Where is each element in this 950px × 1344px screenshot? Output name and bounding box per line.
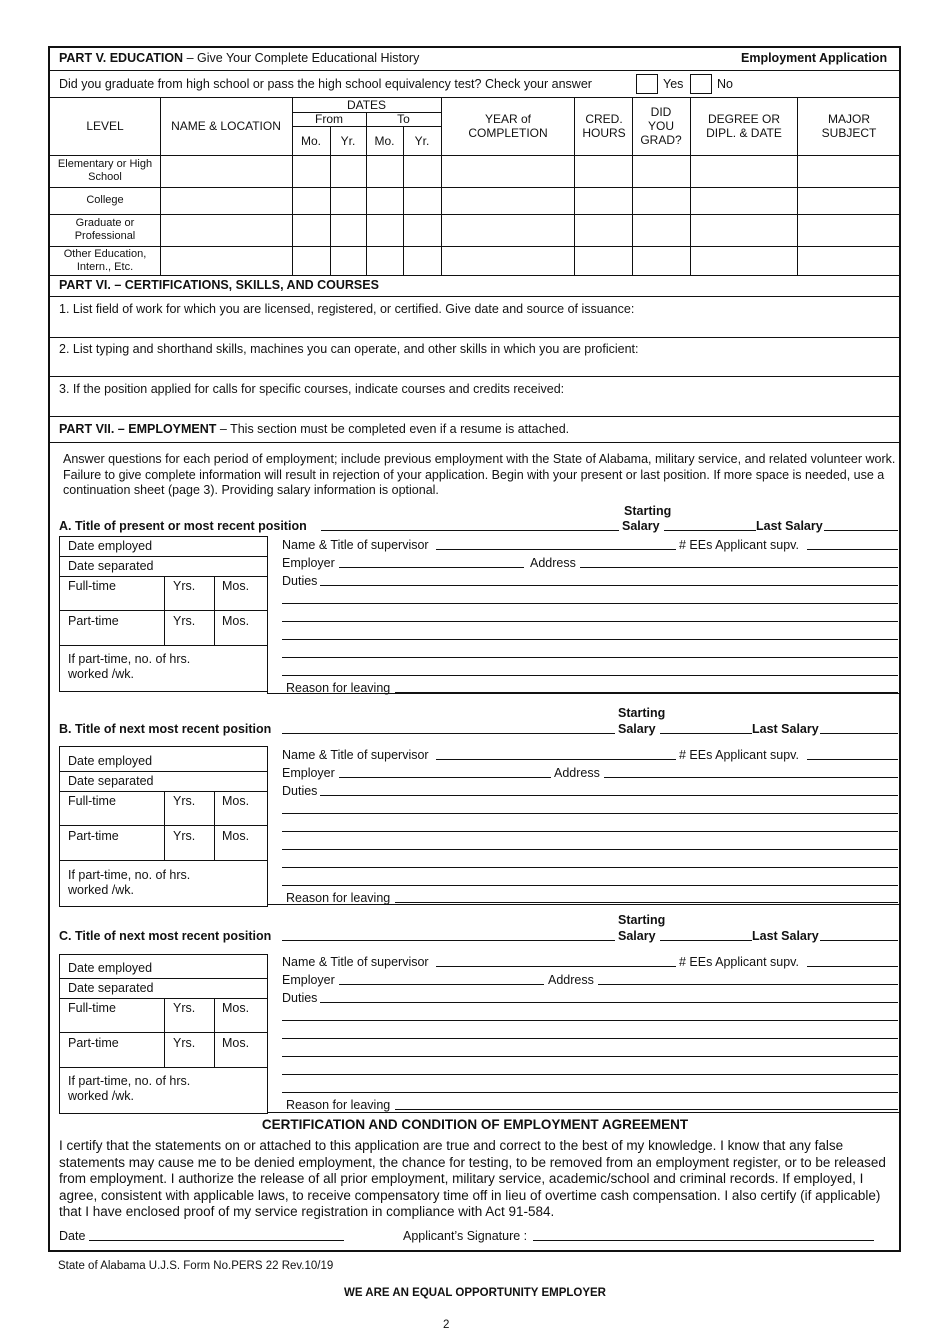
header-major: MAJOR SUBJECT [821, 112, 877, 140]
full-time-label: Full-time [68, 579, 116, 593]
box-line [164, 791, 165, 860]
level-elementary: Elementary or High School [57, 158, 153, 183]
cert-text: I certify that the statements on or attached to this application are true and correct to the best of my knowledge. I know that any false statements may cause me to be denied employment, the chance for testing, to be removed from an employment register, or to be released from employment. I authorize the release of all prior employment, military service, academic/school and criminal records. If employed, I agree, consistent with applicable laws, to receive compensatory time off in lieu of overtime cash compensation. I also certify (if applicable) that I have enclosed proof of my service registration in compliance with Act 91-584. [59, 1138, 886, 1219]
reason-field[interactable] [395, 902, 898, 903]
employer-field[interactable] [339, 984, 544, 985]
employer-label: Employer [282, 973, 335, 987]
graduate-question: Did you graduate from high school or pass the high school equivalency test? Check your answer [59, 77, 592, 91]
form-number: State of Alabama U.J.S. Form No.PERS 22 Rev.10/19 [58, 1260, 334, 1272]
box-line [59, 556, 267, 557]
level-college: College [86, 194, 124, 206]
employer-label: Employer [282, 556, 335, 570]
duties-line[interactable] [282, 849, 898, 850]
box-line [164, 576, 165, 645]
date-employed-label: Date employed [68, 961, 153, 975]
salary-label: Salary [618, 929, 656, 943]
table-col-line [574, 97, 575, 275]
part-time-yrs[interactable]: Yrs. [173, 829, 196, 843]
last-salary-label: Last Salary [752, 722, 819, 736]
box-line [214, 791, 215, 860]
date-employed-label: Date employed [68, 754, 153, 768]
supervisor-field[interactable] [436, 966, 676, 967]
duties-line[interactable] [282, 603, 898, 604]
position-title-field[interactable] [282, 940, 615, 941]
table-row-line [49, 155, 900, 156]
salary-label: Salary [618, 722, 656, 736]
full-time-yrs[interactable]: Yrs. [173, 579, 196, 593]
position-title-label: A. Title of present or most recent position [59, 519, 307, 533]
divider [49, 70, 900, 71]
starting-salary-field[interactable] [664, 530, 756, 531]
ees-field[interactable] [807, 549, 898, 550]
header-to-yr: Yr. [414, 133, 430, 148]
level-graduate: Graduate or Professional [74, 217, 136, 242]
divider [49, 442, 900, 443]
ees-label: # EEs Applicant supv. [679, 748, 799, 762]
duties-label: Duties [282, 784, 318, 798]
last-salary-field[interactable] [824, 530, 898, 531]
duties-line[interactable] [282, 1092, 898, 1093]
duties-line[interactable] [282, 1056, 898, 1057]
header-to: To [397, 112, 410, 126]
header-did-grad: DID YOU GRAD? [640, 105, 682, 147]
part-time-label: Part-time [68, 1036, 119, 1050]
box-line [59, 645, 267, 646]
level-other: Other Education, Intern., Etc. [63, 247, 147, 273]
position-title-label: B. Title of next most recent position [59, 722, 272, 736]
address-label: Address [554, 766, 600, 780]
full-time-label: Full-time [68, 1001, 116, 1015]
duties-line[interactable] [282, 1074, 898, 1075]
yes-label: Yes [663, 77, 684, 91]
date-label: Date [59, 1229, 86, 1243]
reason-label: Reason for leaving [286, 891, 391, 905]
box-line [59, 978, 267, 979]
supervisor-label: Name & Title of supervisor [282, 748, 429, 762]
signature-field[interactable] [533, 1240, 874, 1241]
box-line [59, 771, 267, 772]
duties-field[interactable] [320, 585, 898, 586]
part7-subtitle: – This section must be completed even if a resume is attached. [216, 422, 570, 436]
box-line [214, 998, 215, 1067]
date-separated-label: Date separated [68, 774, 154, 788]
table-row-line [49, 246, 900, 247]
header-level: LEVEL [86, 119, 124, 133]
ees-field[interactable] [807, 966, 898, 967]
ees-field[interactable] [807, 759, 898, 760]
table-row-line [49, 214, 900, 215]
address-label: Address [548, 973, 594, 987]
reason-label: Reason for leaving [286, 1098, 391, 1112]
part5-title-text: PART V. EDUCATION [59, 51, 184, 65]
address-label: Address [530, 556, 576, 570]
ees-label: # EEs Applicant supv. [679, 538, 799, 552]
hrs-worked-label: If part-time, no. of hrs. worked /wk. [68, 652, 191, 681]
full-time-yrs[interactable]: Yrs. [173, 794, 196, 808]
section-line [267, 1112, 900, 1113]
reason-label: Reason for leaving [286, 681, 391, 695]
full-time-mos[interactable]: Mos. [222, 579, 250, 593]
header-degree: DEGREE OR DIPL. & DATE [706, 112, 782, 140]
header-from-mo: Mo. [300, 133, 321, 148]
header-dates: DATES [346, 97, 387, 112]
last-salary-field[interactable] [820, 733, 898, 734]
duties-line[interactable] [282, 831, 898, 832]
position-title-label: C. Title of next most recent position [59, 929, 272, 943]
duties-line[interactable] [282, 657, 898, 658]
date-employed-label: Date employed [68, 539, 153, 553]
box-line [59, 860, 267, 861]
part-time-label: Part-time [68, 829, 119, 843]
header-year-completion: YEAR of COMPLETION [468, 112, 548, 140]
date-separated-label: Date separated [68, 559, 154, 573]
table-row-line [49, 187, 900, 188]
last-salary-label: Last Salary [756, 519, 823, 533]
part6-q2: 2. List typing and shorthand skills, machines you can operate, and other skills in which you are proficient: [59, 342, 639, 356]
address-field[interactable] [598, 984, 898, 985]
box-line [59, 1067, 267, 1068]
hrs-worked-label: If part-time, no. of hrs. worked /wk. [68, 868, 191, 897]
full-time-yrs[interactable]: Yrs. [173, 1001, 196, 1015]
table-row-line [49, 275, 900, 276]
full-time-mos[interactable]: Mos. [222, 794, 250, 808]
section-line [267, 746, 268, 905]
box-line [59, 825, 267, 826]
employer-field[interactable] [339, 567, 524, 568]
duties-field[interactable] [320, 795, 898, 796]
section-line [267, 693, 900, 694]
employer-field[interactable] [339, 777, 551, 778]
table-col-line [441, 97, 442, 275]
duties-line[interactable] [282, 867, 898, 868]
part-time-mos[interactable]: Mos. [222, 1036, 250, 1050]
position-title-field[interactable] [321, 530, 619, 531]
box-line [214, 576, 215, 645]
starting-salary-field[interactable] [660, 940, 752, 941]
no-checkbox[interactable] [690, 74, 712, 94]
part5-title [59, 51, 419, 65]
signature-label: Applicant’s Signature : [403, 1229, 528, 1243]
form-name: Employment Application [741, 51, 888, 65]
duties-line[interactable] [282, 1038, 898, 1039]
box-line [59, 998, 267, 999]
part-time-mos[interactable]: Mos. [222, 829, 250, 843]
page-number: 2 [443, 1319, 450, 1331]
employer-label: Employer [282, 766, 335, 780]
part7-title [59, 422, 569, 436]
reason-field[interactable] [395, 1109, 898, 1110]
part5-subtitle: – Give Your Complete Educational History [183, 51, 420, 65]
starting-salary-field[interactable] [660, 733, 752, 734]
date-field[interactable] [89, 1240, 344, 1241]
duties-label: Duties [282, 991, 318, 1005]
full-time-label: Full-time [68, 794, 116, 808]
cert-title: CERTIFICATION AND CONDITION OF EMPLOYMENT AGREEMENT [261, 1117, 689, 1132]
supervisor-field[interactable] [436, 759, 676, 760]
box-line [164, 998, 165, 1067]
position-title-field[interactable] [282, 733, 615, 734]
address-field[interactable] [604, 777, 898, 778]
starting-label: Starting [624, 504, 672, 518]
box-line [59, 1032, 267, 1033]
duties-line[interactable] [282, 675, 898, 676]
divider [49, 296, 900, 297]
part-time-mos[interactable]: Mos. [222, 614, 250, 628]
box-line [59, 610, 267, 611]
full-time-mos[interactable]: Mos. [222, 1001, 250, 1015]
yes-checkbox[interactable] [636, 74, 658, 94]
hrs-worked-label: If part-time, no. of hrs. worked /wk. [68, 1074, 191, 1103]
section-line [267, 536, 268, 694]
table-col-line [632, 97, 633, 275]
header-from-yr: Yr. [340, 133, 356, 148]
header-cred-hours: CRED. HOURS [582, 112, 626, 140]
no-label: No [717, 77, 733, 91]
table-col-line [797, 97, 798, 275]
duties-line[interactable] [282, 621, 898, 622]
duties-line[interactable] [282, 1020, 898, 1021]
supervisor-label: Name & Title of supervisor [282, 538, 429, 552]
header-from: From [315, 112, 343, 126]
last-salary-label: Last Salary [752, 929, 819, 943]
date-separated-label: Date separated [68, 981, 154, 995]
divider [49, 376, 900, 377]
eoe-statement: WE ARE AN EQUAL OPPORTUNITY EMPLOYER [344, 1287, 606, 1299]
part6-q3: 3. If the position applied for calls for specific courses, indicate courses and credits received: [59, 382, 565, 396]
duties-line[interactable] [282, 639, 898, 640]
header-name-location: NAME & LOCATION [171, 119, 281, 133]
box-line [59, 576, 267, 577]
table-col-line [690, 97, 691, 275]
starting-label: Starting [618, 706, 666, 720]
divider [49, 416, 900, 417]
box-line [59, 791, 267, 792]
part6-title: PART VI. – CERTIFICATIONS, SKILLS, AND COURSES [59, 278, 379, 292]
section-line [267, 954, 268, 1113]
header-to-mo: Mo. [374, 133, 395, 148]
supervisor-field[interactable] [436, 549, 676, 550]
duties-line[interactable] [282, 885, 898, 886]
part7-instructions: Answer questions for each period of employment; include previous employment with the State of Alabama, military service, and related volunteer work. Failure to give complete information will result in rejection of your application. Begin with your present or last position. If more space is needed, use a continuation sheet (page 3). Providing salary information is optional. [63, 452, 896, 497]
part-time-yrs[interactable]: Yrs. [173, 1036, 196, 1050]
address-field[interactable] [580, 567, 898, 568]
salary-label: Salary [622, 519, 660, 533]
part-time-yrs[interactable]: Yrs. [173, 614, 196, 628]
last-salary-field[interactable] [820, 940, 898, 941]
supervisor-label: Name & Title of supervisor [282, 955, 429, 969]
duties-field[interactable] [320, 1002, 898, 1003]
part6-q1: 1. List field of work for which you are licensed, registered, or certified. Give date and source of issuance: [59, 302, 635, 316]
starting-label: Starting [618, 913, 666, 927]
ees-label: # EEs Applicant supv. [679, 955, 799, 969]
section-line [267, 904, 900, 905]
part7-title-text: PART VII. – EMPLOYMENT [59, 422, 217, 436]
duties-line[interactable] [282, 813, 898, 814]
divider [49, 337, 900, 338]
duties-label: Duties [282, 574, 318, 588]
part-time-label: Part-time [68, 614, 119, 628]
